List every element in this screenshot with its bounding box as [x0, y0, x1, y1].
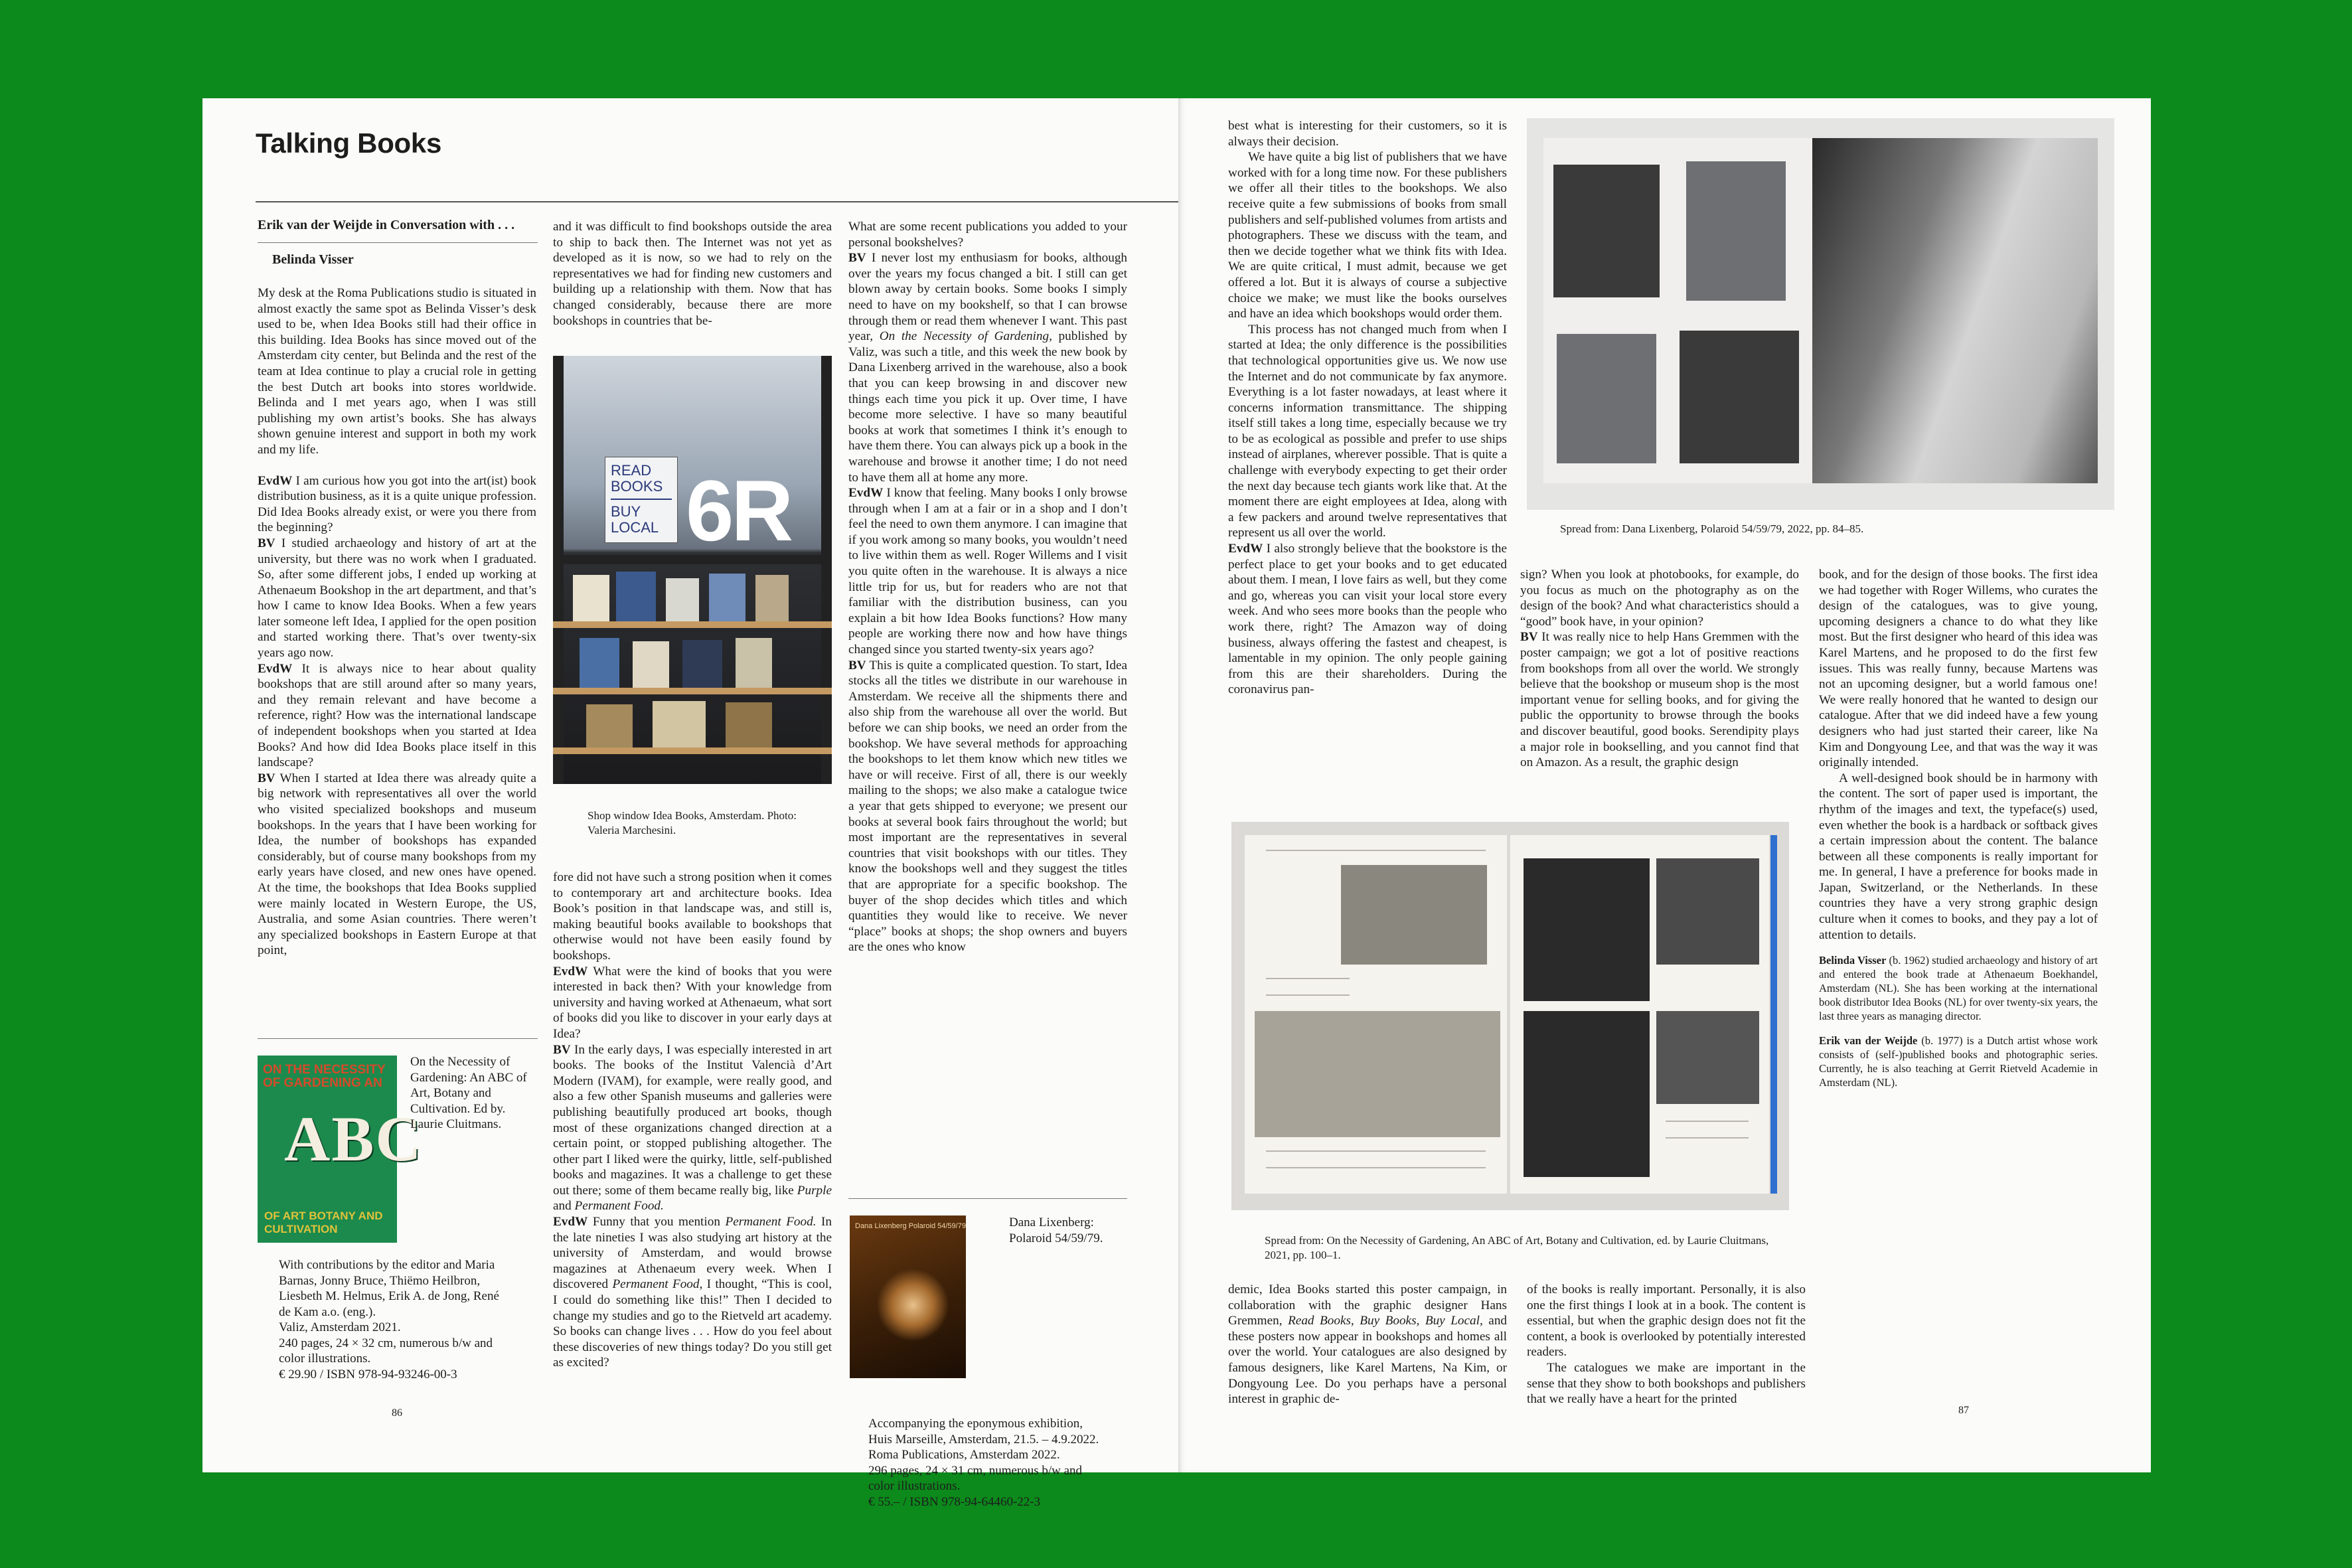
answer-text: When I started at Idea there was already quite a big network with representatives all over the world who visited specialized bookshops and museum bookshops. In the years that I have been working for Idea, the number of bookshops has expanded considerably, but of course many bookshops from my early years have closed, and new ones have opened. At the time, the bookshops that Idea Books supplied were mainly located in Western Europe, the US, Australia, and some Asian countries. There weren’t any specialized bookshops in Eastern Europe at that point,	[258, 771, 536, 958]
shop-window-photo	[553, 356, 832, 784]
polaroid-caption: Dana Lixenberg: Polaroid 54/59/79.	[1009, 1215, 1103, 1245]
shop-window-caption: Shop window Idea Books, Amsterdam. Photo: Valeria Marchesini.	[588, 809, 797, 836]
read-books-sign	[605, 457, 678, 543]
answer-text: published by Valiz, was such a title, and this week the new book by Dana Lixenberg arrived in the warehouse, also a book that you can keep browsing in and discover new things each time you pick it up. Over time, I have become more selective. I have so many beautiful books at work that sometimes I think it’s enough to have them there. You can always pick up a book in the warehouse and browse it another time; I do not need to have them all at home any more.	[848, 329, 1128, 485]
right-bottom-column-2	[1527, 1282, 1806, 1407]
question-text: I am curious how you got into the art(ist) book distribution business, as it is a quite unique profession. Did Idea Books already exist, or were you there from the beginning?	[258, 473, 536, 535]
street-number: 6R	[686, 462, 791, 559]
answer-5	[848, 658, 1127, 955]
book-block-rule	[258, 1038, 538, 1039]
displayed-book	[653, 701, 706, 747]
gardening-spread-caption: Spread from: On the Necessity of Gardening, An ABC of Art, Botany and Cultivation, ed. by Laurie Cluitmans, 2021, pp. 100–1.	[1265, 1234, 1769, 1261]
text-line	[1666, 1137, 1749, 1138]
byline-rule	[258, 242, 538, 243]
speaker-label: EvdW	[553, 1215, 588, 1229]
polaroid-thumb	[1553, 165, 1660, 297]
spread-left-page	[1543, 138, 1812, 483]
answer-1	[258, 536, 536, 661]
campaign-title: Read Books, Buy Books, Buy Local,	[1288, 1314, 1483, 1328]
question-6	[1228, 541, 1507, 698]
engraving	[1255, 1011, 1500, 1137]
page-number: 87	[1958, 1405, 1969, 1416]
text: and these posters now appear in bookshops and homes all over the world. Your catalogues are also designed by famous designers, like Karel Martens, Na Kim, or Dongyoung Lee. Do you perhaps have a personal interest in graphic de-	[1228, 1314, 1508, 1407]
detail-line: € 29.90 / ISBN 978-94-93246-00-3	[279, 1367, 457, 1381]
right-page	[1178, 98, 2151, 1472]
answer-2	[258, 771, 536, 959]
detail-line: de Kam a.o. (eng.).	[279, 1304, 376, 1319]
text-line	[1266, 978, 1350, 979]
book-title: On the Necessity of Gardening,	[879, 329, 1052, 344]
question-4	[553, 1214, 832, 1371]
right-column-1	[1228, 118, 1507, 698]
detail-line: color illustrations.	[868, 1479, 961, 1493]
gardening-details	[279, 1257, 558, 1382]
bio-belinda	[1819, 953, 2098, 1023]
detail-line: Barnas, Jonny Bruce, Thiëmo Heilbron,	[279, 1273, 481, 1288]
title-rule	[256, 201, 1178, 202]
displayed-book	[580, 638, 619, 688]
answer-4	[848, 250, 1127, 485]
paragraph: This process has not changed much from when I started at Idea; the only difference is the possibilities that technological opportunities give us. We now use the Internet and do not communicate by fax anymore. Everything is a lot faster nowadays, at least where it concerns information transmittance. The shipping itself still takes a long time, especially because we try to be as ecological as possible and prefer to use ships instead of airplanes, wherever possible. That is quite a challenge with everybody expecting to get their order the next day because tech giants work like that. At the moment there are eight employees at Idea, along with a few packers and around twelve representatives that represent us all over the world.	[1228, 322, 1507, 540]
conjunction: and	[553, 1199, 572, 1214]
question-text: I know that feeling. Many books I only browse through when I am at a fair or in a shop and I don’t feel the need to own them anymore. I can imagine that if you work among so many books, you wouldn’t need to live within them as well. Roger Willems and I visit you quite often in the warehouse. It is always a nice little trip for us, but for readers who are not that familiar with the distribution business, can you explain a bit how Idea Books functions? How many people are working there now and how have things changed since you started twenty-six years ago?	[848, 486, 1127, 657]
bio-text: (b. 1962) studied archaeology and history of art and entered the book trade at Athenaeum Boekhandel, Amsterdam (NL). She has been working at the international book distributor Idea Books (NL) for over twenty-six years, the last three years as managing director.	[1819, 954, 2098, 1023]
speaker-label: EvdW	[258, 661, 293, 676]
text-line	[1266, 850, 1486, 851]
displayed-book	[666, 578, 699, 621]
detail-line: 296 pages, 24 × 31 cm, numerous b/w and	[868, 1463, 1083, 1478]
speaker-label: BV	[258, 536, 275, 550]
speaker-label: BV	[848, 658, 866, 672]
paragraph: What are some recent publications you added to your personal bookshelves?	[848, 220, 1127, 250]
lixenberg-spread-caption: Spread from: Dana Lixenberg, Polaroid 54/59/79, 2022, pp. 84–85.	[1560, 522, 1864, 535]
right-bottom-column-1	[1228, 1282, 1507, 1407]
intro-paragraph: My desk at the Roma Publications studio is situated in almost exactly the same spot as Belinda Visser’s desk used to be, when Idea Books still had their office in this building. Idea Books has since moved out of the Amsterdam city center, but Belinda and the rest of the team at Idea continue to play a crucial role in getting the best Dutch art books into stores worldwide. Belinda and I met years ago, when I was still publishing my own artist’s books. She has always shown genuine interest and support in both my work and my life.	[258, 286, 536, 457]
bw-photo	[1656, 1011, 1759, 1104]
magazine-title: Permanent Food.	[574, 1199, 664, 1214]
column-2-top	[553, 219, 832, 329]
gardening-book-cover	[258, 1056, 423, 1243]
displayed-book	[573, 575, 609, 621]
text-line	[1266, 1167, 1486, 1168]
question-text: In the late nineties I was also studying art history at the university of Amsterdam, and would browse magazines at Athenaeum every week. When I discovered	[553, 1215, 832, 1292]
text-line	[1666, 1121, 1749, 1122]
answer-text: I studied archaeology and history of art at the university, but there was no work when I graduated. So, after some different jobs, I ended up working at Athenaeum Bookshop in the art department, and that’s how I came to know Idea Books. When a few years later someone left Idea, I applied for the open position and started working there. That’s over twenty-six years ago now.	[258, 536, 536, 661]
displayed-book	[586, 704, 633, 747]
paragraph: sign? When you look at photobooks, for example, do you focus as much on the photography as on the design of the book? And what characteristics should a “good” book have, in your opinion?	[1520, 568, 1799, 629]
bio-erik	[1819, 1034, 2098, 1089]
column-3	[848, 219, 1127, 955]
displayed-book	[616, 572, 656, 621]
right-column-3	[1819, 567, 2098, 1089]
bio-name: Erik van der Weijde	[1819, 1034, 1918, 1048]
question-text: It is always nice to hear about quality bookshops that are still around after so many years, and they remain relevant and have become a reference, right? How was the international landscape of independent bookshops when you started at Idea Books? And how did Idea Books place itself in this landscape?	[258, 661, 536, 770]
text-line	[1266, 1150, 1486, 1152]
spread-right-page	[1510, 835, 1769, 1194]
answer-text: I never lost my enthusiasm for books, although over the years my focus changed a bit. I still can get blown away by certain books. Some books I simply need to have on my bookshelf, so that I can browse through them or read them whenever I want. This past year,	[848, 251, 1128, 344]
answer-3	[553, 1042, 832, 1215]
right-column-2-mid	[1520, 567, 1799, 771]
byline-interviewee: Belinda Visser	[272, 252, 354, 267]
question-2	[258, 661, 536, 771]
cover-letters: ABC	[284, 1103, 423, 1174]
polaroid-book-cover	[850, 1215, 966, 1378]
answer-text: This is quite a complicated question. To start, Idea stocks all the titles we distribute in our warehouse in Amsterdam. We receive all the shipments there and also ship from the warehouse all over the world. But before we can ship books, we need an order from the bookshop. We have several methods for approaching the bookshops to let them know which new titles we have or will receive. First of all, there is our weekly mailing to the shops; we also make a catalogue twice a year that gets shipped to everyone; we present our books at several book fairs throughout the world; but most important are the representatives in several countries that visit bookshops with our titles. They know the bookshops well and they suggest the titles that are appropriate for a specific bookshop. The buyer of the shop decides which titles and which quantities they would like to receive. We never “place” books at shops; the shop owners and buyers are the ones who know	[848, 658, 1127, 955]
paragraph	[1228, 1282, 1507, 1407]
polaroid-details	[868, 1416, 1147, 1510]
question-3	[553, 964, 832, 1042]
speaker-label: BV	[1520, 630, 1538, 645]
cover-subtitle: OF ART BOTANY AND CULTIVATION	[264, 1210, 383, 1235]
polaroid-thumb	[1680, 331, 1799, 463]
paragraph: fore did not have such a strong position when it comes to contemporary art and architecture books. Idea Book’s position in that landscape was, and still is, making beautiful books available to bookshops that otherwise would not have been easily found by bookshops.	[553, 870, 832, 963]
text: demic, Idea Books started this poster campaign, in collaboration with the graphic designer Hans Gremmen,	[1228, 1283, 1507, 1328]
bw-photo	[1656, 858, 1759, 965]
shelf	[553, 621, 832, 628]
book-block-rule	[848, 1198, 1127, 1199]
question-1	[258, 473, 536, 536]
speaker-label: BV	[848, 251, 866, 266]
displayed-book	[682, 640, 722, 688]
speaker-label: BV	[258, 771, 275, 785]
cover-photo-glow	[876, 1269, 949, 1342]
detail-line: Liesbeth M. Helmus, Erik A. de Jong, René	[279, 1289, 499, 1303]
speaker-label: BV	[553, 1042, 571, 1057]
magazine-title: Purple	[797, 1183, 832, 1198]
paragraph: We have quite a big list of publishers that we have worked with for a long time now. For these publishers we offer all their titles to the bookshops. We also receive quite a few submissions of books from small publishers and self-published volumes from artists and photographers. These we discuss with the team, and then we decide together what we think fits with Idea. We are quite critical, I must admit, because we get offered a lot. But it is always of course a subjective choice we make; we must like the books ourselves and have an idea which bookshops would order them.	[1228, 150, 1507, 321]
bw-photo	[1524, 1011, 1650, 1177]
question-text: What were the kind of books that you were interested in back then? With your knowledge from university and having worked at Athenaeum, what sort of books did you like to discover in your early days at Idea?	[553, 964, 832, 1041]
answer-text: It was really nice to help Hans Gremmen with the poster campaign; we got a lot of positive reactions from bookshops from all over the world. We strongly believe that the bookshop or museum shop is the most important venue for selling books, and for giving the public the opportunity to browse through the books and discover beautiful, good books. Serendipity plays a major role in bookselling, and you cannot find that on Amazon. As a result, the graphic design	[1520, 630, 1799, 770]
bio-name: Belinda Visser	[1819, 954, 1887, 967]
speaker-label: EvdW	[1228, 542, 1263, 556]
spread-left-page	[1245, 835, 1507, 1194]
window-frame	[821, 356, 832, 784]
lixenberg-spread-photo	[1527, 118, 2114, 510]
detail-line: Roma Publications, Amsterdam 2022.	[868, 1448, 1060, 1462]
answer-text: In the early days, I was especially interested in art books. The books of the Institut Valencià d’Art Modern (IVAM), for example, were really good, and also a few other Spanish museums and galleries were publishing beautifully produced art books, though most of these organizations changed direction at a certain point, or stopped publishing altogether. The other part I liked were the quirky, little, self-published books and magazines. It was a challenge to get these out there; some of them became really big, like	[553, 1042, 832, 1198]
speaker-label: EvdW	[258, 473, 293, 488]
detail-line: € 55.– / ISBN 978-94-64460-22-3	[868, 1494, 1041, 1509]
displayed-book	[736, 638, 772, 688]
column-1	[258, 285, 536, 959]
page-edge-blue	[1770, 835, 1777, 1194]
question-text: I thought, “This is cool, I could do something like this!” Then I decided to change my studies and go to the Rietveld art academy. So books can change lives . . . How do you feel about these discoveries of new things today? Do you still get as excited?	[553, 1277, 832, 1370]
shelf	[553, 747, 832, 754]
paragraph: book, and for the design of those books. The first idea we had together with Roger Willems, who curates the design of the catalogues, was to give young, upcoming designers a chance to do what they like most. But the first designer who heard of this idea was Karel Martens, and he proposed to do the first few issues. This was really funny, because Martens was not an upcoming designer, but a world famous one! We were really honored that he wanted to design our catalogue. After that we did indeed have a few young designers who had just started their career, like Na Kim and Dongyoung Lee, and that was the way it was originally intended.	[1819, 568, 2098, 770]
column-2-bottom	[553, 870, 832, 1371]
engraving	[1341, 865, 1487, 965]
question-5	[848, 485, 1127, 658]
answer-6	[1520, 629, 1799, 770]
detail-line: With contributions by the editor and Maria	[279, 1258, 495, 1272]
paragraph: best what is interesting for their customers, so it is always their decision.	[1228, 119, 1507, 149]
speaker-label: EvdW	[848, 486, 884, 501]
spread-portrait	[1812, 138, 2098, 483]
magazine-title: Permanent Food,	[612, 1277, 703, 1292]
page-title: Talking Books	[256, 127, 442, 159]
byline-interviewer: Erik van der Weijde in Conversation with . . .	[258, 218, 515, 232]
detail-line: color illustrations.	[279, 1352, 371, 1366]
paragraph: and it was difficult to find bookshops outside the area to ship to back then. The Internet was not yet as developed as it is now, so we had to rely on the representatives we had for finding new customers and building up a relationship with them. Now that has changed considerably, because there are more bookshops in countries that be-	[553, 220, 832, 328]
detail-line: Huis Marseille, Amsterdam, 21.5. – 4.9.2022.	[868, 1432, 1099, 1447]
cover-title: Dana Lixenberg Polaroid 54/59/79	[855, 1222, 966, 1230]
detail-line: Accompanying the eponymous exhibition,	[868, 1417, 1083, 1431]
gardening-spread-photo	[1231, 822, 1789, 1210]
magazine-title: Permanent Food.	[725, 1215, 817, 1229]
page-number: 86	[392, 1407, 402, 1419]
detail-line: 240 pages, 24 × 32 cm, numerous b/w and	[279, 1336, 493, 1350]
displayed-book	[755, 575, 789, 621]
gardening-caption: On the Necessity of Gardening: An ABC of Art, Botany and Cultivation. Ed by. Laurie Cluitmans.	[410, 1055, 527, 1131]
sign-line: READ BOOKS	[611, 463, 672, 500]
bio-text: (b. 1977) is a Dutch artist whose work consists of (self-)published books and photographic series. Currently, he is also teaching at Gerrit Rietveld Academie in Amsterdam (NL).	[1819, 1034, 2098, 1089]
window-frame	[553, 356, 564, 784]
left-page	[202, 98, 1178, 1509]
cover-title: ON THE NECESSITY OF GARDENING AN	[263, 1063, 386, 1090]
polaroid-thumb	[1686, 161, 1786, 301]
bw-photo	[1524, 858, 1650, 1001]
displayed-book	[726, 702, 772, 747]
paragraph: of the books is really important. Personally, it is also one the first things I look at in a book. The content is essential, but when the graphic design does not fit the content, a book is overlooked by potentially interested readers.	[1527, 1283, 1806, 1360]
speaker-label: EvdW	[553, 964, 588, 979]
polaroid-thumb	[1557, 334, 1656, 463]
paragraph: The catalogues we make are important in the sense that they show to both bookshops and publishers that we really have a heart for the printed	[1527, 1360, 1806, 1407]
sign-line: BUY LOCAL	[611, 503, 659, 536]
displayed-book	[633, 641, 669, 688]
question-text: Funny that you mention	[592, 1215, 720, 1229]
paragraph: A well-designed book should be in harmony with the content. The sort of paper used is important, the rhythm of the images and text, the typeface(s) used, even whether the book is a hardback or softback gives a certain impression about the content. The balance between all these components is really important for me. In general, I have a preference for books made in Japan, Switzerland, or the Netherlands. In these countries they have a very strong graphic design culture when it comes to books, and they pay a lot of attention to details.	[1819, 771, 2098, 942]
displayed-book	[709, 574, 745, 621]
question-text: I also strongly believe that the bookstore is the perfect place to get your books and to get educated about them. I mean, I love fairs as well, but they come and go, whereas you can visit your local store every week. And who sees more books than the people who work there, right? The Amazon way of doing business, always offering the fastest and cheapest, is lamentable in my opinion. The only people gaining from this are their shareholders. During the coronavirus pan-	[1228, 542, 1508, 697]
text-line	[1266, 994, 1350, 996]
shelf	[553, 688, 832, 694]
detail-line: Valiz, Amsterdam 2021.	[279, 1320, 401, 1334]
